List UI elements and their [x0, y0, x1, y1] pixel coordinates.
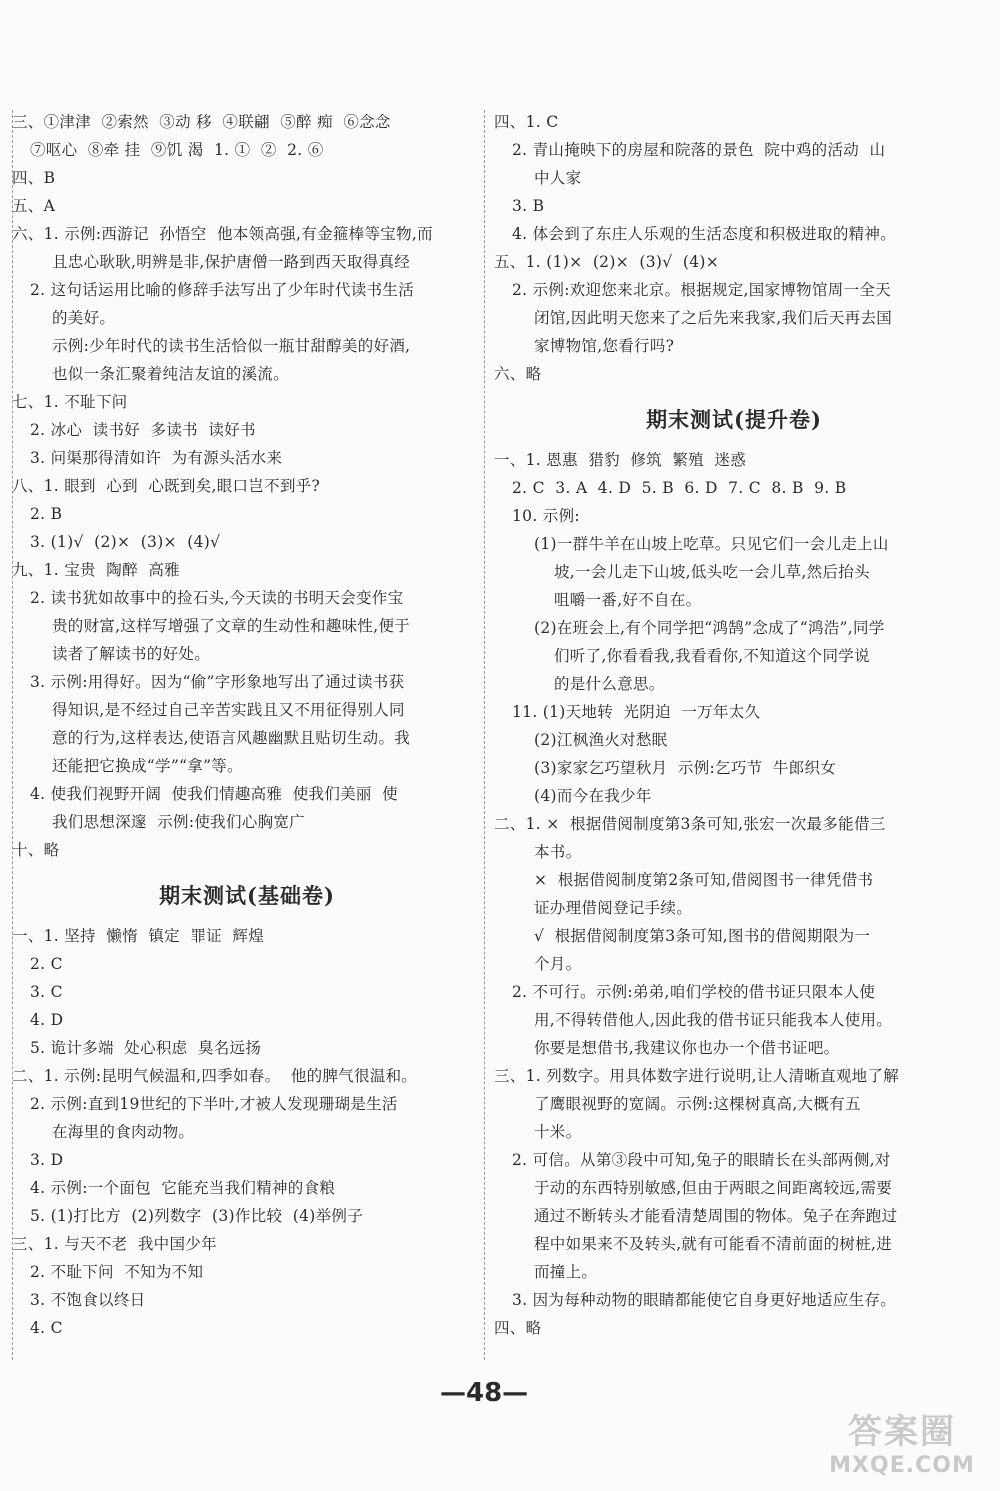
answer-line: 一、1. 恩惠 猎豹 修筑 繁殖 迷惑: [494, 451, 747, 469]
answer-line: 三、1. 与天不老 我中国少年: [12, 1235, 217, 1253]
answer-line: ⑦呕心 ⑧牵 挂 ⑨饥 渴 1. ① ② 2. ⑥: [30, 141, 324, 159]
answer-line: 六、略: [494, 365, 542, 383]
answer-line: 4. 示例:一个面包 它能充当我们精神的食粮: [30, 1179, 336, 1197]
answer-line: 十米。: [534, 1123, 582, 1141]
answer-line: (3)家家乞巧望秋月 示例:乞巧节 牛郎织女: [534, 759, 837, 777]
right-answer-column: [494, 108, 974, 1342]
answer-line: 3. C: [30, 983, 63, 1001]
answer-line: 二、1. × 根据借阅制度第3条可知,张宏一次最多能借三: [494, 815, 886, 833]
answer-line: 中人家: [534, 169, 582, 187]
answer-line: (2)在班会上,有个同学把“鸿鹄”念成了“鸿浩”,同学: [534, 619, 885, 637]
page-number: —48—: [440, 1378, 529, 1408]
answer-line: 坡,一会儿走下山坡,低头吃一会儿草,然后抬头: [554, 563, 870, 581]
answer-line: 四、略: [494, 1319, 542, 1337]
answer-line: 3. D: [30, 1151, 64, 1169]
answer-line: 4. 使我们视野开阔 使我们情趣高雅 使我们美丽 使: [30, 785, 398, 803]
answer-line: 4. C: [30, 1319, 63, 1337]
answer-line: (4)而今在我少年: [534, 787, 652, 805]
answer-line: 于动的东西特别敏感,但由于两眼之间距离较远,需要: [534, 1179, 893, 1197]
answer-line: 2. 示例:欢迎您来北京。根据规定,国家博物馆周一全天: [512, 281, 891, 299]
answer-line: 2. 可信。从第③段中可知,兔子的眼睛长在头部两侧,对: [512, 1151, 891, 1169]
column-divider: [484, 110, 485, 1360]
answer-line: 八、1. 眼到 心到 心既到矣,眼口岂不到乎?: [12, 477, 321, 495]
answer-line: 们听了,你看看我,我看看你,不知道这个同学说: [554, 647, 870, 665]
answer-line: 也似一条汇聚着纯洁友谊的溪流。: [52, 365, 290, 383]
answer-line: 2. C 3. A 4. D 5. B 6. D 7. C 8. B 9. B: [512, 479, 847, 497]
answer-line: 证办理借阅登记手续。: [534, 899, 693, 917]
answer-line: (2)江枫渔火对愁眠: [534, 731, 668, 749]
answer-line: 五、1. (1)× (2)× (3)√ (4)×: [494, 253, 720, 271]
answer-line: 闭馆,因此明天您来了之后先来我家,我们后天再去国: [534, 309, 893, 327]
answer-line: 你要是想借书,我建议你也办一个借书证吧。: [534, 1039, 840, 1057]
answer-line: 贵的财富,这样写增强了文章的生动性和趣味性,便于: [52, 617, 411, 635]
answer-line: 四、1. C: [494, 113, 559, 131]
answer-line: 读者了解读书的好处。: [52, 645, 211, 663]
left-answer-column: [12, 108, 482, 1342]
answer-line: 了鹰眼视野的宽阔。示例:这棵树真高,大概有五: [534, 1095, 861, 1113]
answer-line: 4. 体会到了东庄人乐观的生活态度和积极进取的精神。: [512, 225, 897, 243]
answer-line: 示例:少年时代的读书生活恰似一瓶甘甜醇美的好酒,: [52, 337, 411, 355]
answer-line: 六、1. 示例:西游记 孙悟空 他本领高强,有金箍棒等宝物,而: [12, 225, 433, 243]
answer-line: 的美好。: [52, 309, 116, 327]
answer-line: 5. (1)打比方 (2)列数字 (3)作比较 (4)举例子: [30, 1207, 364, 1225]
answer-line: √ 根据借阅制度第3条可知,图书的借阅期限为一: [534, 927, 871, 945]
answer-line: 本书。: [534, 843, 582, 861]
answer-line: 3. 示例:用得好。因为“偷”字形象地写出了通过读书获: [30, 673, 405, 691]
section-title: 期末测试(提升卷): [646, 407, 822, 432]
answer-line: (1)一群牛羊在山坡上吃草。只见它们一会儿走上山: [534, 535, 889, 553]
answer-line: 的是什么意思。: [554, 675, 665, 693]
answer-line: × 根据借阅制度第2条可知,借阅图书一律凭借书: [534, 871, 874, 889]
answer-line: 得知识,是不经过自己辛苦实践且又不用征得别人同: [52, 701, 405, 719]
answer-line: 3. 因为每种动物的眼睛都能使它自身更好地适应生存。: [512, 1291, 897, 1309]
answer-line: 2. 读书犹如故事中的捡石头,今天读的书明天会变作宝: [30, 589, 404, 607]
watermark-text: 答案圈: [848, 1412, 956, 1452]
answer-line: 意的行为,这样表达,使语言风趣幽默且贴切生动。我: [52, 729, 411, 747]
answer-line: 3. B: [512, 197, 545, 215]
answer-line: 且忠心耿耿,明辨是非,保护唐僧一路到西天取得真经: [52, 253, 411, 271]
watermark-logo: [812, 1404, 992, 1478]
answer-line: 程中如果来不及转头,就有可能看不清前面的树桩,进: [534, 1235, 893, 1253]
answer-line: 3. 不饱食以终日: [30, 1291, 146, 1309]
answer-line: 咀嚼一番,好不自在。: [554, 591, 702, 609]
answer-line: 2. 冰心 读书好 多读书 读好书: [30, 421, 256, 439]
answer-line: 2. 不可行。示例:弟弟,咱们学校的借书证只限本人使: [512, 983, 876, 1001]
answer-line: 一、1. 坚持 懒惰 镇定 罪证 辉煌: [12, 927, 265, 945]
answer-line: 2. B: [30, 505, 63, 523]
answer-line: 七、1. 不耻下问: [12, 393, 128, 411]
answer-line: 五、A: [12, 197, 56, 215]
answer-line: 三、①津津 ②索然 ③动 移 ④联翩 ⑤醉 痴 ⑥念念: [12, 113, 391, 131]
answer-line: 家博物馆,您看行吗?: [534, 337, 675, 355]
answer-line: 用,不得转借他人,因此我的借书证只能我本人使用。: [534, 1011, 893, 1029]
answer-line: 而撞上。: [534, 1263, 598, 1281]
answer-line: 在海里的食肉动物。: [52, 1123, 195, 1141]
answer-line: 10. 示例:: [512, 507, 580, 525]
answer-line: 四、B: [12, 169, 56, 187]
answer-line: 4. D: [30, 1011, 64, 1029]
answer-line: 个月。: [534, 955, 582, 973]
answer-line: 三、1. 列数字。用具体数字进行说明,让人清晰直观地了解: [494, 1067, 900, 1085]
section-title: 期末测试(基础卷): [159, 883, 335, 908]
answer-line: 3. 问渠那得清如许 为有源头活水来: [30, 449, 283, 467]
answer-line: 我们思想深邃 示例:使我们心胸宽广: [52, 813, 305, 831]
answer-line: 2. C: [30, 955, 63, 973]
answer-line: 2. 青山掩映下的房屋和院落的景色 院中鸡的活动 山: [512, 141, 886, 159]
answer-line: 通过不断转头才能看清楚周围的物体。兔子在奔跑过: [534, 1207, 898, 1225]
answer-line: 3. (1)√ (2)× (3)× (4)√: [30, 533, 221, 551]
answer-line: 2. 这句话运用比喻的修辞手法写出了少年时代读书生活: [30, 281, 415, 299]
answer-line: 5. 诡计多端 处心积虑 臭名远扬: [30, 1039, 262, 1057]
answer-line: 2. 示例:直到19世纪的下半叶,才被人发现珊瑚是生活: [30, 1095, 398, 1113]
answer-line: 11. (1)天地转 光阴迫 一万年太久: [512, 703, 761, 721]
answer-line: 十、略: [12, 841, 60, 859]
answer-line: 二、1. 示例:昆明气候温和,四季如春。 他的脾气很温和。: [12, 1067, 418, 1085]
watermark-url: MXQE.COM: [829, 1453, 975, 1478]
answer-line: 九、1. 宝贵 陶醉 高雅: [12, 561, 180, 579]
answer-line: 还能把它换成“学”“拿”等。: [52, 757, 243, 775]
answer-line: 2. 不耻下问 不知为不知: [30, 1263, 204, 1281]
